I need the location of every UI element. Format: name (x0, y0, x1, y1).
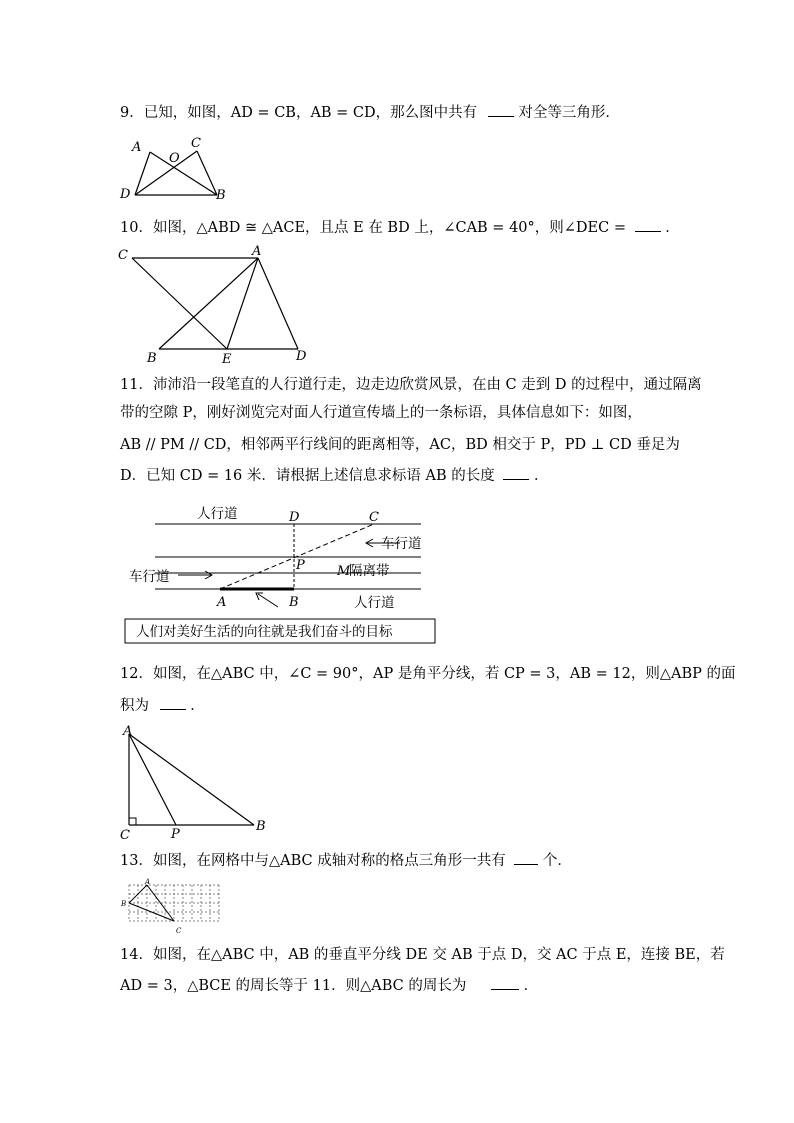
answer-blank-14[interactable] (491, 976, 519, 990)
label-A: A (145, 878, 151, 886)
figure-12 (115, 722, 275, 842)
label-B: B (216, 188, 226, 203)
figure-10 (115, 243, 315, 367)
segment-AB (129, 734, 254, 825)
question-14-line-2: AD = 3，△BCE 的周长等于 11．则△ABC 的周长为 (120, 978, 467, 994)
label-C: C (191, 136, 201, 151)
label-C: C (176, 927, 182, 935)
question-14-tail: ． (523, 978, 539, 994)
question-12 (120, 696, 205, 716)
lane-left-label: 车行道 (129, 569, 170, 585)
label-C: C (118, 248, 128, 263)
question-13-tail: 个． (542, 853, 572, 869)
figure-13 (120, 880, 230, 935)
label-A: A (132, 140, 142, 155)
arrow-slogan (258, 594, 278, 607)
median-label: 隔离带 (349, 563, 390, 579)
label-B: B (121, 900, 127, 908)
figure-11 (118, 503, 448, 643)
grid (129, 885, 219, 921)
question-9-text: 9．已知，如图，AD = CB，AB = CD，那么图中共有 (120, 105, 478, 121)
label-A: A (252, 244, 262, 259)
question-10-tail: ． (665, 220, 680, 236)
label-M: M (337, 564, 351, 579)
lane-right-label: 车行道 (381, 536, 422, 552)
question-10 (120, 218, 680, 238)
question-9-tail: 对全等三角形． (518, 105, 620, 121)
question-11-line-4: D．已知 CD = 16 米．请根据上述信息求标语 AB 的长度 (120, 468, 495, 484)
question-12-line-2: 积为 (120, 698, 149, 714)
label-E: E (222, 352, 232, 367)
segment-AD (258, 258, 298, 349)
segment-CD (135, 151, 197, 195)
label-B: B (256, 819, 266, 834)
figure-9 (115, 135, 225, 205)
segment-AD (135, 152, 150, 195)
label-C: C (369, 510, 379, 525)
label-C: C (120, 828, 130, 843)
question-11-line-3: AB // PM // CD，相邻两平行线间的距离相等，AC，BD 相交于 P，PD ⊥ CD 垂足为 (120, 437, 680, 453)
question-14-line-1: 14．如图，在△ABC 中，AB 的垂直平分线 DE 交 AB 于点 D，交 AC 于点 E，连接 BE，若 (120, 947, 725, 963)
segment-AB (159, 258, 258, 349)
right-angle-mark (129, 818, 136, 825)
segment-AP (129, 734, 176, 825)
sidewalk-bottom-label: 人行道 (354, 595, 395, 611)
label-D: D (296, 349, 307, 364)
answer-blank-13[interactable] (514, 851, 538, 865)
label-P: P (171, 827, 180, 842)
question-11-tail: ． (533, 468, 549, 484)
label-B: B (289, 595, 299, 610)
question-12-line-1: 12．如图，在△ABC 中，∠C = 90°，AP 是角平分线，若 CP = 3，AB = 12，则△ABP 的面 (120, 666, 736, 682)
answer-blank-10[interactable] (635, 218, 661, 232)
label-A: A (123, 724, 133, 739)
sidewalk-top-label: 人行道 (197, 506, 238, 522)
question-11-line-2: 带的空隙 P，刚好浏览完对面人行道宣传墙上的一条标语，具体信息如下：如图， (120, 405, 642, 421)
question-13-text: 13．如图，在网格中与△ABC 成轴对称的格点三角形一共有 (120, 853, 506, 869)
label-O: O (169, 151, 180, 166)
question-14 (120, 976, 538, 996)
segment-CE (132, 258, 227, 349)
question-11-line-1: 11．沛沛沿一段笔直的人行道行走，边走边欣赏风景，在由 C 走到 D 的过程中，通过隔离 (120, 377, 702, 393)
label-A: A (217, 595, 227, 610)
answer-blank-12[interactable] (160, 696, 186, 710)
question-9 (120, 103, 620, 123)
label-D: D (289, 510, 300, 525)
label-D: D (120, 187, 131, 202)
question-11 (120, 466, 548, 486)
triangle-ABC (129, 885, 174, 921)
answer-blank-11[interactable] (503, 466, 529, 480)
question-10-text: 10．如图，△ABD ≅ △ACE，且点 E 在 BD 上，∠CAB = 40°，则∠DEC = (120, 220, 626, 236)
question-12-tail: ． (190, 698, 205, 714)
answer-blank-9[interactable] (488, 103, 514, 117)
question-13 (120, 851, 572, 871)
label-B: B (147, 351, 157, 366)
slogan-text: 人们对美好生活的向往就是我们奋斗的目标 (136, 624, 393, 640)
label-P: P (296, 558, 305, 573)
